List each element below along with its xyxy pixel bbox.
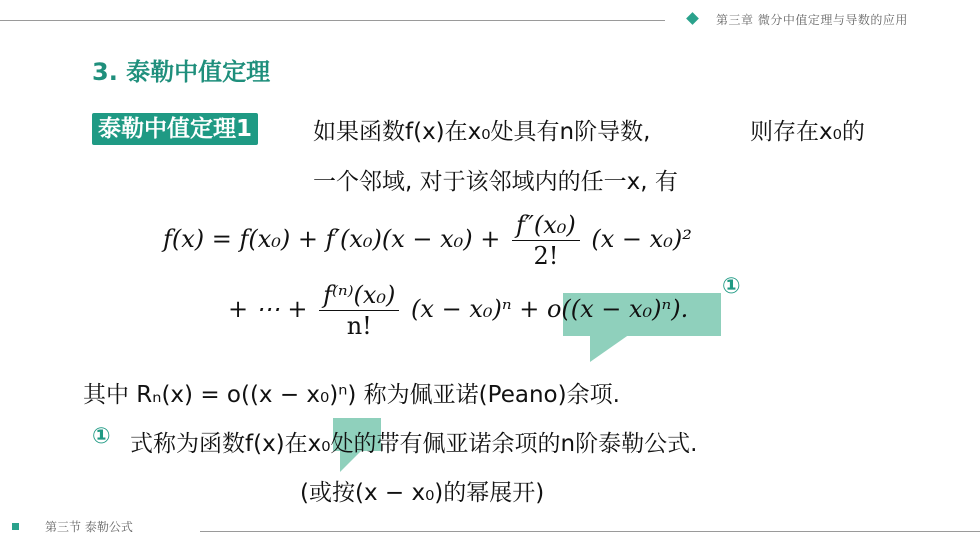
theorem-line-2: 一个邻域, 对于该邻域内的任一x, 有 [313,169,678,195]
theorem-line-1b: 则存在x₀的 [750,119,865,145]
fraction-second-derivative [512,210,580,271]
taylor-formula-line-1 [163,210,692,271]
fraction-numerator: f″(x₀) [512,210,580,241]
square-icon [12,523,19,530]
fraction-denominator: 2! [533,242,559,270]
formula-part-1: f(x) = f(x₀) + f′(x₀)(x − x₀) + [163,225,501,253]
formula-remainder-term: o((x − x₀)ⁿ). [546,295,689,323]
formula-part-2-mid: (x − x₀)ⁿ + [411,295,540,323]
section-title: 3. 泰勒中值定理 [92,58,271,86]
conclusion-text: 式称为函数f(x)在x₀处的带有佩亚诺余项的n阶泰勒公式. [130,431,698,457]
footer-section: 第三节 泰勒公式 [45,520,133,534]
fraction-numerator: f⁽ⁿ⁾(x₀) [319,280,399,311]
header-divider [0,20,665,21]
theorem-line-1: 如果函数f(x)在x₀处具有n阶导数, [313,119,651,145]
remainder-definition: 其中 Rₙ(x) = o((x − x₀)ⁿ) 称为佩亚诺(Peano)余项. [83,382,620,408]
equation-marker: ① [722,274,741,299]
chapter-title: 第三章 微分中值定理与导数的应用 [716,13,908,27]
fraction-nth-derivative [319,280,399,341]
formula-part-2-head: + ⋯ + [228,295,308,323]
fraction-denominator: n! [346,312,372,340]
theorem-badge: 泰勒中值定理1 [92,113,258,145]
conclusion-paren: (或按(x − x₀)的幂展开) [300,480,545,506]
formula-part-1-tail: (x − x₀)² [591,225,692,253]
diamond-icon [686,12,699,25]
footer-divider [200,531,980,532]
conclusion-marker: ① [92,424,111,449]
taylor-formula-line-2 [228,280,688,341]
